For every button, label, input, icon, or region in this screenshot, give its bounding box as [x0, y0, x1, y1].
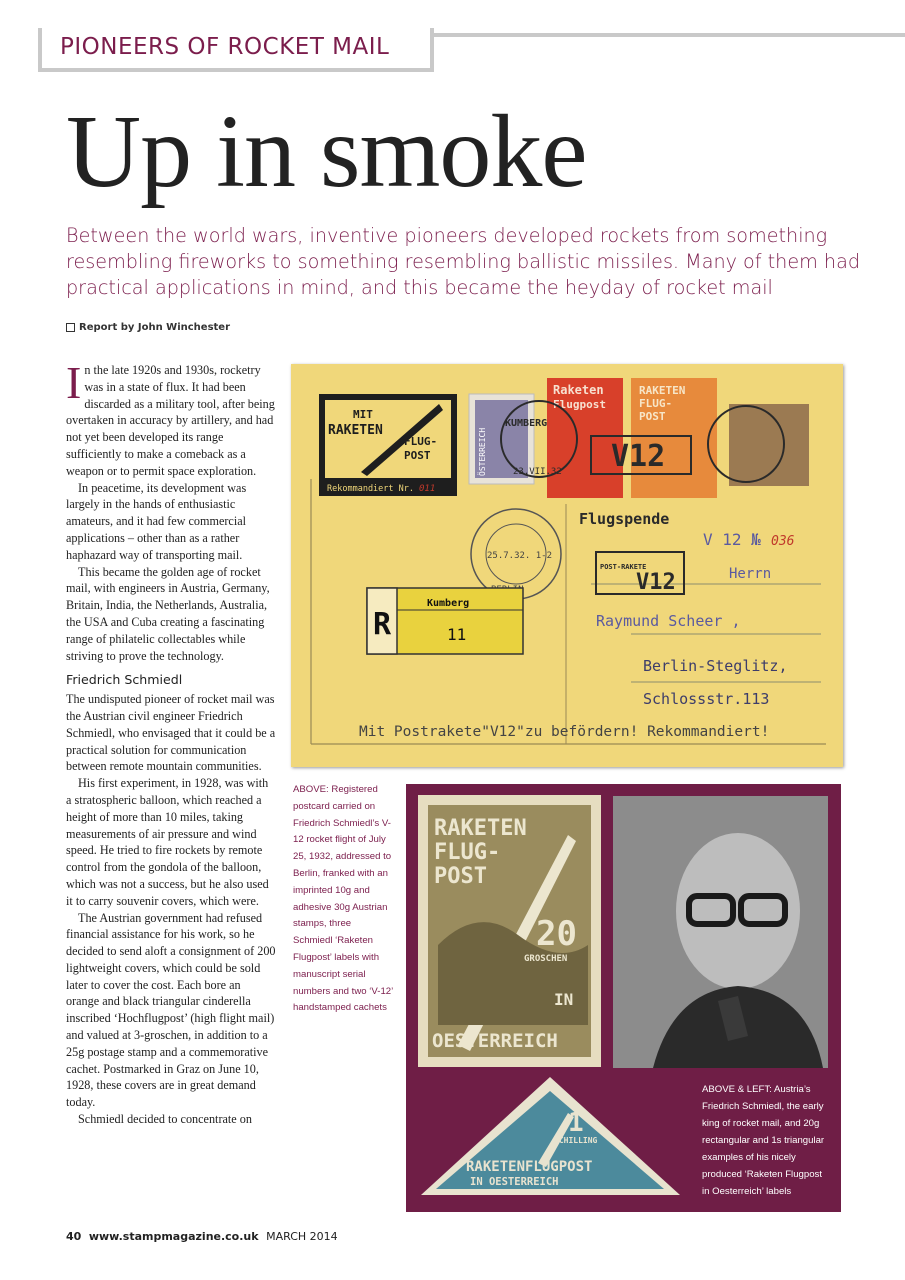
stamp-triangular-image [418, 1073, 683, 1198]
body-paragraph: The undisputed pioneer of rocket mail was the Austrian civil engineer Friedrich Schmiedl, who envisaged that it could be a practical solution for communication between remote mountain communities. [66, 692, 276, 774]
flugspende-text: Flugspende [579, 510, 670, 528]
rakete-box-text: POST-RAKETE [600, 563, 647, 571]
byline-text: Report by John Winchester [79, 322, 231, 333]
body-paragraph: This became the golden age of rocket mail, with engineers in Austria, Germany, Britain, India, the Netherlands, Australia, the USA and Cuba creating a fascinating range of philatelic collectables while striving to prove the technology. [66, 564, 270, 663]
stamp-rect-line1: RAKETEN [434, 816, 527, 841]
stamp-red-top: Raketen [553, 383, 604, 397]
header-rule [420, 33, 905, 37]
stamp-rect-in: IN [554, 990, 574, 1009]
rocket-label [319, 394, 457, 496]
stamp-rect-line3: POST [434, 864, 487, 889]
reg-number: 11 [447, 625, 467, 644]
body-paragraph: Schmiedl decided to concentrate on [78, 1112, 252, 1127]
label-raketen: RAKETEN [328, 423, 383, 438]
postmark-city: KUMBERG [505, 418, 548, 429]
stamp-red-mid: Flugpost [553, 398, 606, 411]
reg-place: Kumberg [427, 598, 470, 609]
body-paragraph [66, 357, 276, 480]
drop-cap: I [66, 357, 82, 408]
rakete-box-v12: V12 [636, 570, 676, 595]
stamp-rectangular-image [418, 795, 601, 1067]
label-flug: FLUG- [404, 435, 438, 448]
addr-city: Berlin-Steglitz, [643, 657, 788, 675]
serial-number: 036 [771, 534, 795, 549]
page-footer [66, 1230, 338, 1243]
addr-street: Schlossstr.113 [643, 690, 770, 708]
footer-date: MARCH 2014 [266, 1230, 338, 1243]
addr-herrn: Herrn [729, 566, 772, 582]
caption-panel: ABOVE & LEFT: Austria’s Friedrich Schmiedl, the early king of rocket mail, and 20g rectangular and 1s triangular examples of his nicely produced ‘Raketen Flugpost in Oesterreich’ labels [702, 1084, 825, 1197]
stamp-orange-mid: FLUG- [639, 397, 673, 410]
postcard-bottom-line: Mit Postrakete"V12"zu befördern! Rekommandiert! [359, 724, 770, 740]
body-paragraph: His first experiment, in 1928, was with a stratospheric balloon, which reached a height of more than 10 miles, taking measurements of air pressure and wind speed. He tried to fire rockets by remote control from the gondola of the balloon, which was not a success, but he also used it to carry souvenir covers, which were. [66, 776, 269, 908]
body-paragraph: In peacetime, its development was largely in the hands of enthusiastic amateurs, and it had few commercial applications – other than as a rather haphazard way of transporting mail. [66, 480, 247, 562]
stamp-raketen-orange [631, 378, 717, 498]
addr-name: Raymund Scheer , [596, 612, 741, 630]
subheading: Friedrich Schmiedl [66, 672, 183, 688]
stamp-rect-country: OESTERREICH [432, 1030, 558, 1052]
registration-label [367, 588, 523, 654]
postcard-image [291, 364, 843, 767]
stamp-rect-line2: FLUG- [434, 840, 501, 865]
standfirst: Between the world wars, inventive pioneers developed rockets from something resembling fireworks to something resembling ballistic missiles. Many of them had practical applications in mind, and this became the heyday of rocket mail [66, 224, 861, 299]
page-number: 40 [66, 1230, 82, 1243]
stamp-tri-unit: SCHILLING [554, 1136, 598, 1145]
stamp-country: ÖSTERREICH [478, 427, 487, 476]
label-rek-number: 011 [419, 484, 436, 494]
headline: Up in smoke [66, 94, 587, 209]
stamp-rect-unit: GROSCHEN [524, 954, 568, 964]
berlin-date: 25.7.32. 1-2 [487, 551, 553, 561]
postmark-date: 23.VII.32 [513, 467, 562, 477]
body-text: n the late 1920s and 1930s, rocketry was in a state of flux. It had been discarded as a military tool, after being overtaken in accuracy by artillery, and had not yet been developed its range sufficiently to make a comeback as a weapon or to permit space exploration. [66, 363, 275, 478]
label-post: POST [404, 449, 431, 462]
section-tab [38, 28, 434, 72]
footer-url[interactable]: www.stampmagazine.co.uk [88, 1230, 259, 1243]
stamp-tri-value: 1 [568, 1108, 584, 1138]
portrait-photo [613, 796, 828, 1068]
stamp-orange-bot: POST [639, 410, 666, 423]
v12-handstamp: V12 [611, 439, 666, 474]
serial-text: V 12 № [703, 530, 761, 549]
stamp-orange-top: RAKETEN [639, 384, 686, 397]
reg-r: R [373, 607, 392, 642]
checkbox-square-icon [66, 323, 75, 332]
stamp-tri-line1: RAKETENFLUGPOST [466, 1159, 593, 1175]
label-mit: MIT [353, 408, 373, 421]
byline [66, 322, 230, 333]
stamp-tri-line2: IN OESTERREICH [470, 1176, 559, 1188]
section-label: PIONEERS OF ROCKET MAIL [60, 34, 390, 60]
stamp-raketen-red [547, 378, 623, 498]
caption-postcard: ABOVE: Registered postcard carried on Friedrich Schmiedl’s V-12 rocket flight of July 25, 1932, addressed to Berlin, franked with an imprinted 10g and adhesive 30g Austrian stamps, three Schmiedl ‘Raketen Flugpost’ labels with manuscript serial numbers and two ‘V-12’ handstamped cachets [293, 784, 393, 1014]
stamp-rect-value: 20 [536, 914, 577, 954]
body-paragraph: The Austrian government had refused financial assistance for his work, so he decided to send aloft a consignment of 200 lightweight covers, which could be sold later to cover the cost. Each bore an orange and black triangular cinderella inscribed ‘Hochflugpost’ (high flight mail) and valued at 3-groschen, in addition to a 25g postage stamp and a commemorative cachet. Postmarked in Graz on June 10, 1928, these covers are in great demand today. [66, 910, 276, 1110]
body-column [66, 357, 276, 1128]
label-rekommandiert: Rekommandiert Nr. [327, 484, 414, 494]
